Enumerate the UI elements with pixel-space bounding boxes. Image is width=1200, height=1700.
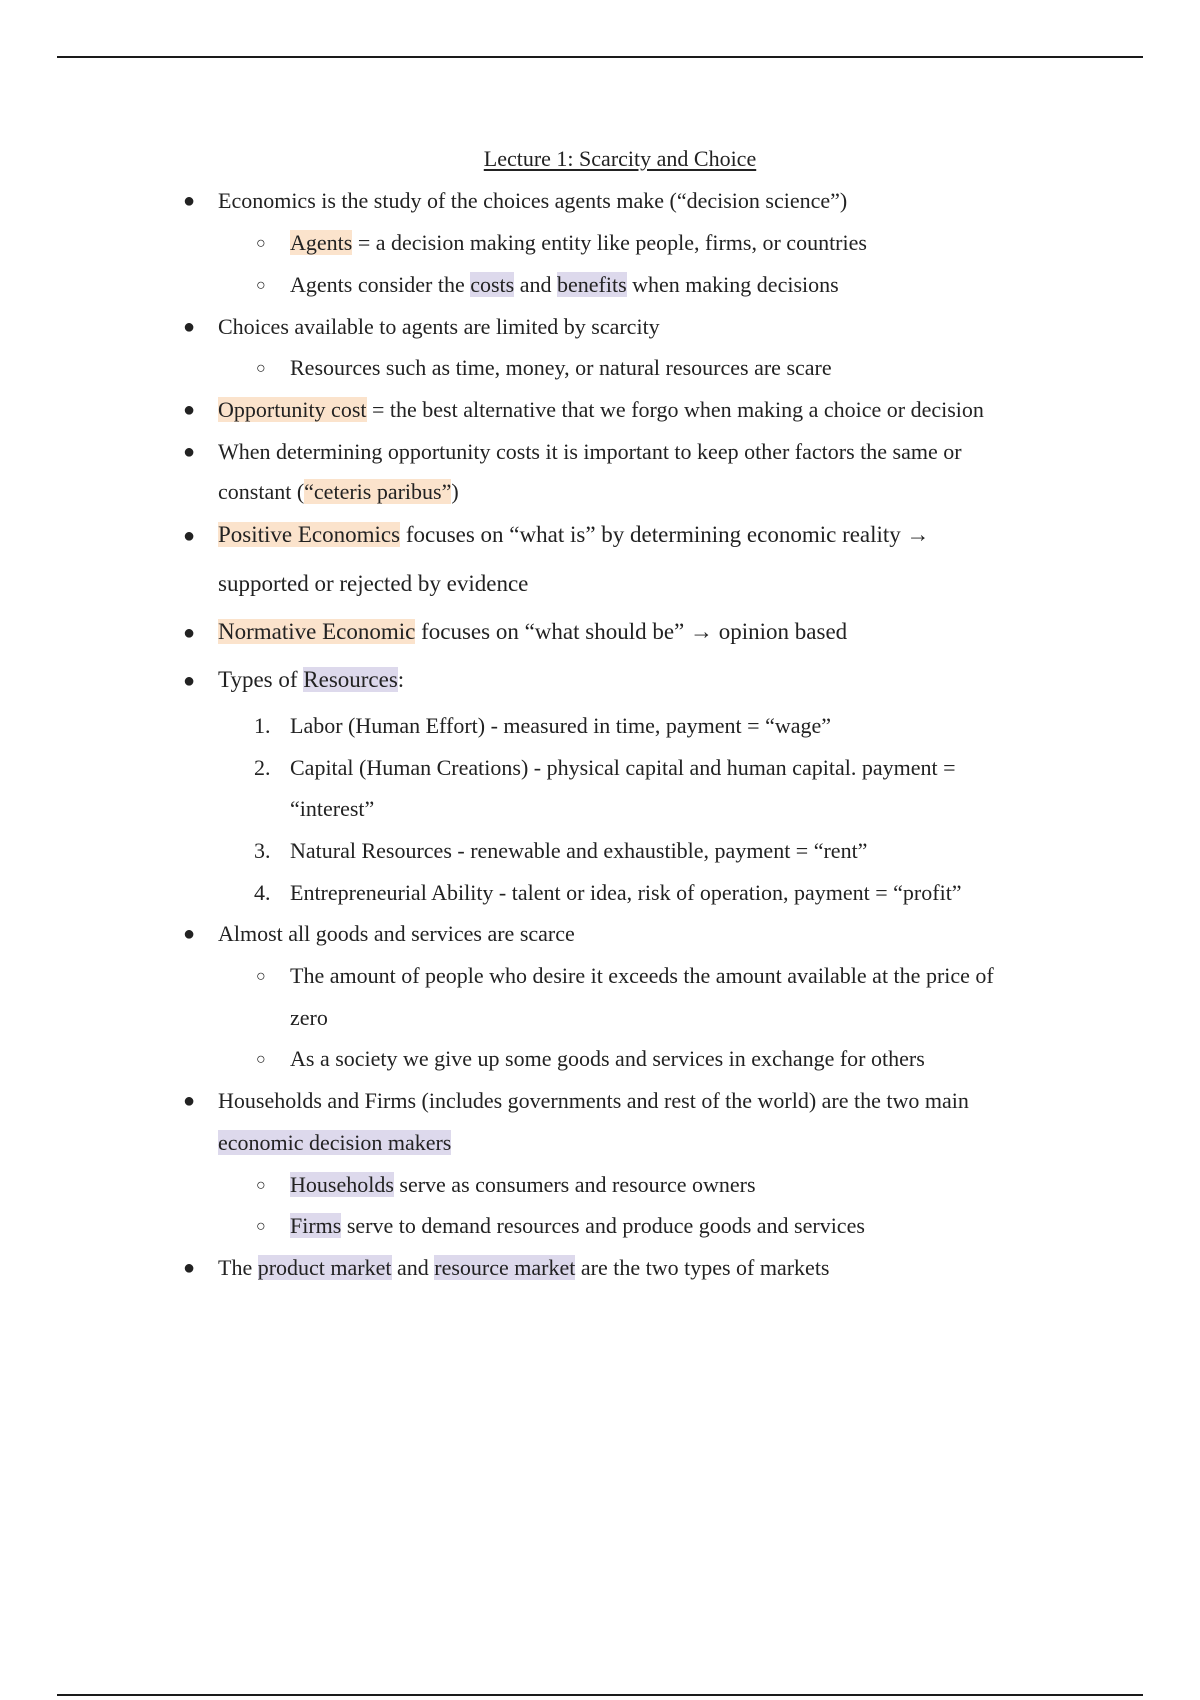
highlight-ceteris-paribus: “ceteris paribus” (304, 479, 452, 504)
highlight-product-market: product market (257, 1255, 392, 1280)
bullet-marker: ● (183, 190, 196, 212)
sub-bullet-households: Households serve as consumers and resource owners (290, 1172, 756, 1197)
bullet-households-firms-line1: Households and Firms (includes governments and rest of the world) are the two main (218, 1088, 969, 1113)
highlight-benefits: benefits (557, 272, 627, 297)
bullet-ceteris-paribus-line1: When determining opportunity costs it is important to keep other factors the same or (218, 439, 962, 464)
bottom-rule (57, 1694, 1143, 1696)
sub-bullet-exchange: As a society we give up some goods and services in exchange for others (290, 1046, 925, 1071)
bullet-economics: Economics is the study of the choices agents make (“decision science”) (218, 188, 848, 213)
bullet-opportunity-cost: Opportunity cost = the best alternative that we forgo when making a choice or decision (218, 397, 984, 422)
bullet-types-of-resources: Types of Resources: (218, 667, 405, 692)
list-number: 1. (254, 713, 271, 738)
list-number: 4. (254, 880, 271, 905)
bullet-ceteris-paribus-line2: constant (“ceteris paribus”) (218, 479, 459, 504)
sub-bullet-marker: ○ (256, 1218, 266, 1235)
highlight-costs: costs (470, 272, 515, 297)
bullet-scarce-goods: Almost all goods and services are scarce (218, 921, 575, 946)
sub-bullet-marker: ○ (256, 360, 266, 377)
resource-entrepreneurial: Entrepreneurial Ability - talent or idea, risk of operation, payment = “profit” (290, 880, 962, 905)
sub-bullet-firms: Firms serve to demand resources and produce goods and services (290, 1213, 865, 1238)
bullet-marker: ● (183, 1257, 196, 1279)
sub-bullet-marker: ○ (256, 1051, 266, 1068)
sub-bullet-desire-line2: zero (290, 1005, 328, 1030)
highlight-resource-market: resource market (434, 1255, 576, 1280)
highlight-households: Households (290, 1172, 394, 1197)
bullet-marker: ● (183, 525, 196, 547)
bullet-normative-economic: Normative Economic focuses on “what should be” → opinion based (218, 619, 848, 644)
sub-bullet-marker: ○ (256, 277, 266, 294)
bullet-marker: ● (183, 399, 196, 421)
highlight-economic-decision-makers: economic decision makers (218, 1130, 452, 1155)
resource-labor: Labor (Human Effort) - measured in time, payment = “wage” (290, 713, 832, 738)
bullet-marker: ● (183, 670, 196, 692)
bullet-choices: Choices available to agents are limited by scarcity (218, 314, 660, 339)
sub-bullet-resources-scare: Resources such as time, money, or natural resources are scare (290, 355, 832, 380)
bullet-households-firms-line2 (218, 1130, 451, 1156)
resource-natural: Natural Resources - renewable and exhaustible, payment = “rent” (290, 838, 868, 863)
highlight-resources: Resources (303, 667, 398, 692)
page-title: Lecture 1: Scarcity and Choice (483, 146, 757, 171)
bullet-marker: ● (183, 923, 196, 945)
sub-bullet-marker: ○ (256, 1177, 266, 1194)
sub-bullet-agents: Agents = a decision making entity like people, firms, or countries (290, 230, 867, 255)
bullet-positive-economics-line2: supported or rejected by evidence (218, 571, 529, 596)
bullet-marker: ● (183, 622, 196, 644)
sub-bullet-marker: ○ (256, 235, 266, 252)
bullet-marker: ● (183, 441, 196, 463)
bullet-positive-economics-line1: Positive Economics focuses on “what is” by determining economic reality → (218, 522, 930, 547)
resource-capital-line1: Capital (Human Creations) - physical capital and human capital. payment = (290, 755, 956, 780)
highlight-normative-economic: Normative Economic (218, 619, 416, 644)
list-number: 3. (254, 838, 271, 863)
sub-bullet-costs-benefits: Agents consider the costs and benefits when making decisions (290, 272, 839, 297)
bullet-marker: ● (183, 1090, 196, 1112)
bullet-markets: The product market and resource market are the two types of markets (218, 1255, 830, 1280)
highlight-opportunity-cost: Opportunity cost (218, 397, 367, 422)
sub-bullet-desire-line1: The amount of people who desire it exceeds the amount available at the price of (290, 963, 994, 988)
highlight-positive-economics: Positive Economics (218, 522, 401, 547)
sub-bullet-marker: ○ (256, 968, 266, 985)
list-number: 2. (254, 755, 271, 780)
highlight-firms: Firms (290, 1213, 342, 1238)
bullet-marker: ● (183, 316, 196, 338)
resource-capital-line2: “interest” (290, 796, 375, 821)
highlight-agents: Agents (290, 230, 353, 255)
